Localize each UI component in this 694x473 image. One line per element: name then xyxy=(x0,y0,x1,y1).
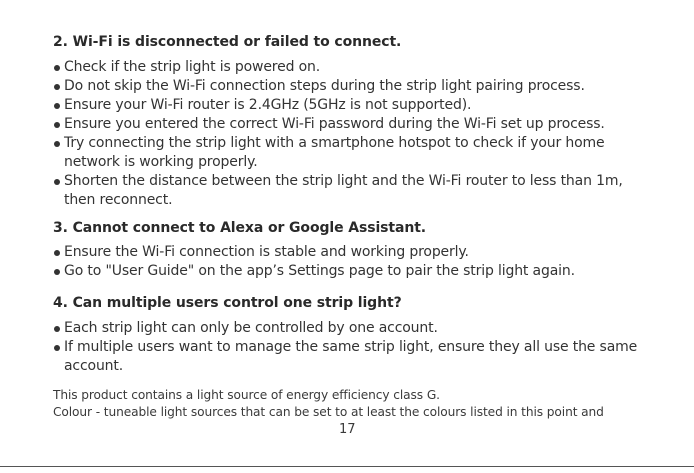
list-item: Ensure the Wi-Fi connection is stable and working properly. xyxy=(53,243,643,262)
bullet-dot-icon xyxy=(54,122,60,128)
bottom-divider xyxy=(0,466,694,467)
list-item: Shorten the distance between the strip light and the Wi-Fi router to less than 1m, then reconnect. xyxy=(53,172,643,210)
bullet-dot-icon xyxy=(54,141,60,147)
bullet-dot-icon xyxy=(54,179,60,185)
page-number: 17 xyxy=(339,422,356,437)
energy-class-note: This product contains a light source of energy efficiency class G. xyxy=(53,388,440,402)
bullet-dot-icon xyxy=(54,84,60,90)
list-item: Do not skip the Wi-Fi connection steps during the strip light pairing process. xyxy=(53,77,643,96)
section-heading-assistant: 3. Cannot connect to Alexa or Google Assistant. xyxy=(53,220,427,236)
list-item: If multiple users want to manage the same strip light, ensure they all use the same account. xyxy=(53,338,643,376)
list-item: Check if the strip light is powered on. xyxy=(53,58,643,77)
bullet-dot-icon xyxy=(54,65,60,71)
list-item: Ensure you entered the correct Wi-Fi password during the Wi-Fi set up process. xyxy=(53,115,643,134)
section-heading-wifi: 2. Wi-Fi is disconnected or failed to connect. xyxy=(53,34,402,50)
bullet-dot-icon xyxy=(54,103,60,109)
bullet-dot-icon xyxy=(54,250,60,256)
bullet-dot-icon xyxy=(54,326,60,332)
list-item: Try connecting the strip light with a smartphone hotspot to check if your home network is working properly. xyxy=(53,134,643,172)
section-heading-multiple-users: 4. Can multiple users control one strip light? xyxy=(53,295,402,311)
list-item: Ensure your Wi-Fi router is 2.4GHz (5GHz is not supported). xyxy=(53,96,643,115)
list-item: Each strip light can only be controlled by one account. xyxy=(53,319,643,338)
bullet-dot-icon xyxy=(54,269,60,275)
list-item: Go to "User Guide" on the app’s Settings page to pair the strip light again. xyxy=(53,262,643,281)
bullet-dot-icon xyxy=(54,345,60,351)
colour-note: Colour - tuneable light sources that can be set to at least the colours listed in this point and xyxy=(53,405,604,419)
